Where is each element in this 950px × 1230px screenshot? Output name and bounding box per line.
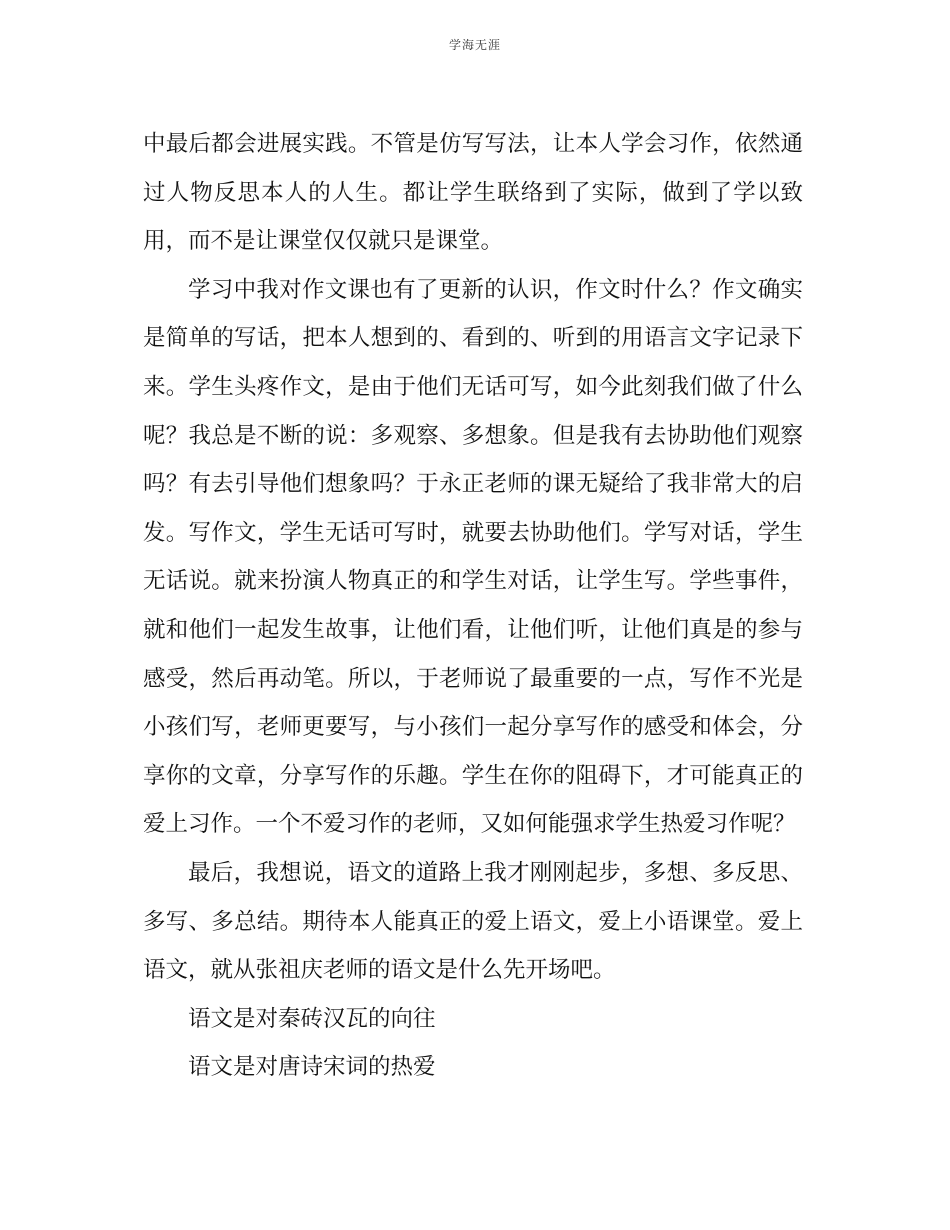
poem-line-2: 语文是对唐诗宋词的热爱: [188, 1054, 436, 1081]
paragraph-3: 最后，我想说，语文的道路上我才刚刚起步，多想、多反思、多写、多总结。期待本人能真正的爱上语文，爱上小语课堂。爱上语文，就从张祖庆老师的语文是什么先开场吧。: [143, 859, 803, 984]
poem-line-1: 语文是对秦砖汉瓦的向往: [188, 1005, 436, 1032]
document-body: [143, 120, 803, 1092]
paragraph-2: 学习中我对作文课也有了更新的认识，作文时什么？作文确实是简单的写话，把本人想到的、看到的、听到的用语言文字记录下来。学生头疼作文，是由于他们无话可写，如今此刻我们做了什么呢？我总是不断的说：多观察、多想象。但是我有去协助他们观察吗？有去引导他们想象吗？于永正老师的课无疑给了我非常大的启发。写作文，学生无话可写时，就要去协助他们。学写对话，学生无话说。就来扮演人物真正的和学生对话，让学生写。学些事件，就和他们一起发生故事，让他们看，让他们听，让他们真是的参与感受，然后再动笔。所以，于老师说了最重要的一点，写作不光是小孩们写，老师更要写，与小孩们一起分享写作的感受和体会，分享你的文章，分享写作的乐趣。学生在你的阻碍下，才可能真正的爱上习作。一个不爱习作的老师，又如何能强求学生热爱习作呢？: [143, 276, 803, 838]
page-header: 学海无涯: [448, 38, 501, 52]
paragraph-1: 中最后都会进展实践。不管是仿写写法，让本人学会习作，依然通过人物反思本人的人生。都让学生联络到了实际，做到了学以致用，而不是让课堂仅仅就只是课堂。: [143, 131, 803, 255]
